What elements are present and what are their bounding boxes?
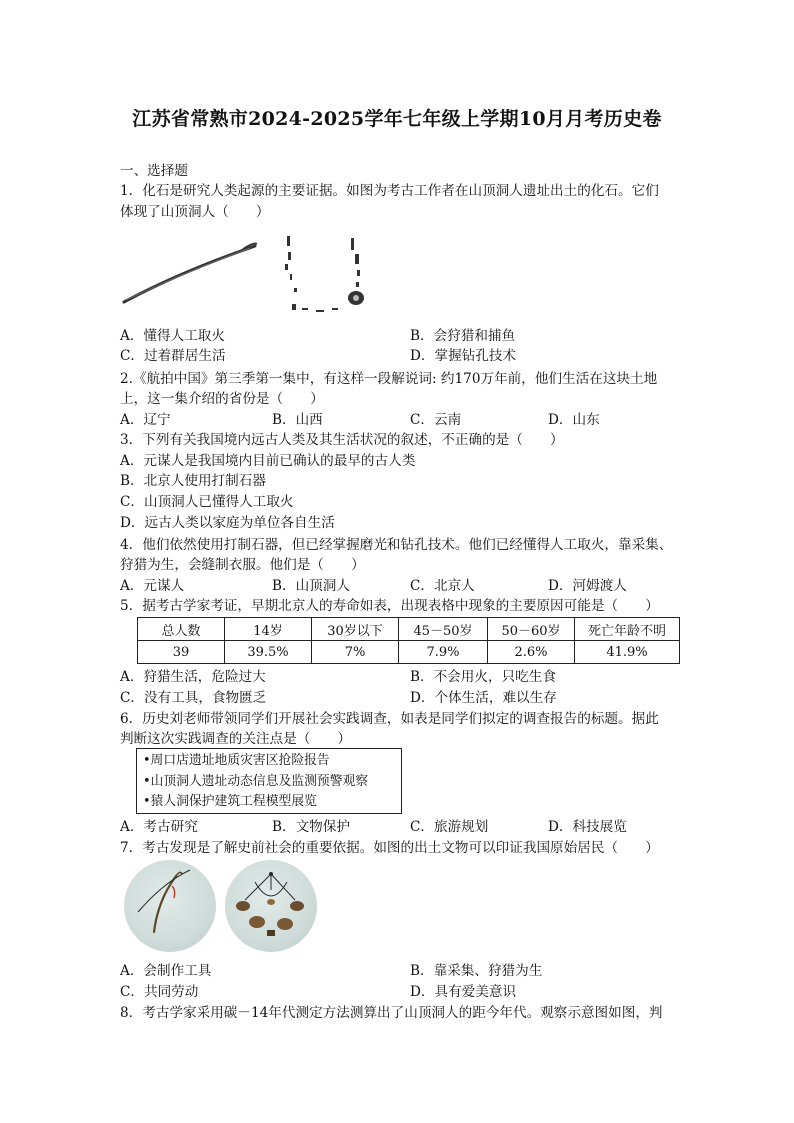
- q2-option-b: B．山西: [272, 412, 323, 428]
- table-header-cell: 45－50岁: [399, 618, 488, 641]
- q5-option-a: A．狩猎生活，危险过大: [120, 669, 266, 685]
- q1-option-d: D．掌握钻孔技术: [410, 348, 517, 364]
- table-header-cell: 死亡年龄不明: [575, 618, 680, 641]
- page-title: 江苏省常熟市2024-2025学年七年级上学期10月月考历史卷: [132, 108, 662, 130]
- q4-option-b: B．山顶洞人: [272, 578, 350, 594]
- q1-option-b: B．会狩猎和捕鱼: [410, 328, 516, 344]
- q1-option-a: A．懂得人工取火: [120, 328, 225, 344]
- ornament-necklace-photo: [225, 860, 317, 952]
- ornament-fossil-ring: [285, 236, 364, 312]
- q3-option-d: D．远古人类以家庭为单位各自生活: [120, 515, 335, 531]
- q5-option-b: B．不会用火，只吃生食: [410, 669, 556, 685]
- question-1-line-1: 1．化石是研究人类起源的主要证据。如图为考古工作者在山顶洞人遗址出土的化石。它们: [120, 183, 659, 199]
- q1-fossil-figure: [120, 232, 380, 316]
- question-4-line-1: 4．他们依然使用打制石器，但已经掌握磨光和钻孔技术。他们已经懂得人工取火，靠采集、: [120, 537, 673, 553]
- bone-needle-photo: [124, 860, 216, 952]
- q3-option-c: C．山顶洞人已懂得人工取火: [120, 494, 294, 510]
- q3-option-a: A．元谋人是我国境内目前已确认的最早的古人类: [120, 453, 416, 469]
- q4-option-c: C．北京人: [410, 578, 475, 594]
- list-item: •猿人洞保护建筑工程模型展览: [143, 794, 317, 809]
- section-heading: 一、选择题: [120, 163, 188, 179]
- q6-option-a: A．考古研究: [120, 819, 198, 835]
- table-cell: 39: [138, 641, 225, 664]
- question-6-line-1: 6．历史刘老师带领同学们开展社会实践调查，如表是同学们拟定的调查报告的标题。据此: [120, 711, 659, 727]
- table-header-cell: 50－60岁: [488, 618, 575, 641]
- question-5-line-1: 5．据考古学家考证，早期北京人的寿命如表，出现表格中现象的主要原因可能是（ ）: [120, 598, 659, 614]
- q2-option-c: C．云南: [410, 412, 462, 428]
- q2-option-a: A．辽宁: [120, 412, 171, 428]
- question-4-line-2: 狩猎为生，会缝制衣服。他们是（ ）: [120, 557, 365, 573]
- table-cell: 41.9%: [575, 641, 680, 664]
- q6-option-c: C．旅游规划: [410, 819, 489, 835]
- question-8-line-1: 8．考古学家采用碳－14年代测定方法测算出了山顶洞人的距今年代。观察示意图如图，判: [120, 1005, 663, 1021]
- q7-option-c: C．共同劳动: [120, 984, 199, 1000]
- question-2-line-2: 上，这一集介绍的省份是（ ）: [120, 391, 324, 407]
- q7-option-b: B．靠采集、狩猎为生: [410, 963, 543, 979]
- q3-option-b: B．北京人使用打制石器: [120, 473, 266, 489]
- list-item: •周口店遗址地质灾害区抢险报告: [143, 753, 330, 768]
- question-6-line-2: 判断这次实践调查的关注点是（ ）: [120, 731, 352, 747]
- q6-option-b: B．文物保护: [272, 819, 350, 835]
- q2-option-d: D．山东: [548, 412, 600, 428]
- table-header-cell: 14岁: [225, 618, 312, 641]
- report-titles-box: [136, 748, 402, 814]
- question-3-line-1: 3．下列有关我国境内远古人类及其生活状况的叙述，不正确的是（ ）: [120, 432, 564, 448]
- table-cell: 39.5%: [225, 641, 312, 664]
- lifespan-table: [137, 617, 680, 664]
- table-cell: 7%: [312, 641, 399, 664]
- table-header-cell: 总人数: [138, 618, 225, 641]
- q7-option-a: A．会制作工具: [120, 963, 212, 979]
- q5-option-c: C．没有工具，食物匮乏: [120, 690, 267, 706]
- q1-option-c: C．过着群居生活: [120, 348, 226, 364]
- question-1-line-2: 体现了山顶洞人（ ）: [120, 204, 270, 220]
- question-7-line-1: 7．考古发现是了解史前社会的重要依据。如图的出土文物可以印证我国原始居民（ ）: [120, 840, 659, 856]
- q5-option-d: D．个体生活，难以生存: [410, 690, 557, 706]
- table-cell: 7.9%: [399, 641, 488, 664]
- bone-needle-fossil: [124, 244, 257, 302]
- q7-option-d: D．具有爱美意识: [410, 984, 517, 1000]
- table-cell: 2.6%: [488, 641, 575, 664]
- table-header-row: [138, 618, 680, 641]
- q4-option-a: A．元谋人: [120, 578, 185, 594]
- q6-option-d: D．科技展览: [548, 819, 627, 835]
- table-row: [138, 641, 680, 664]
- question-2-line-1: 2.《航拍中国》第三季第一集中，有这样一段解说词: 约170万年前，他们生活在这块土地: [120, 371, 658, 387]
- q4-option-d: D．河姆渡人: [548, 578, 627, 594]
- table-header-cell: 30岁以下: [312, 618, 399, 641]
- list-item: •山顶洞人遗址动态信息及监测预警观察: [143, 773, 369, 789]
